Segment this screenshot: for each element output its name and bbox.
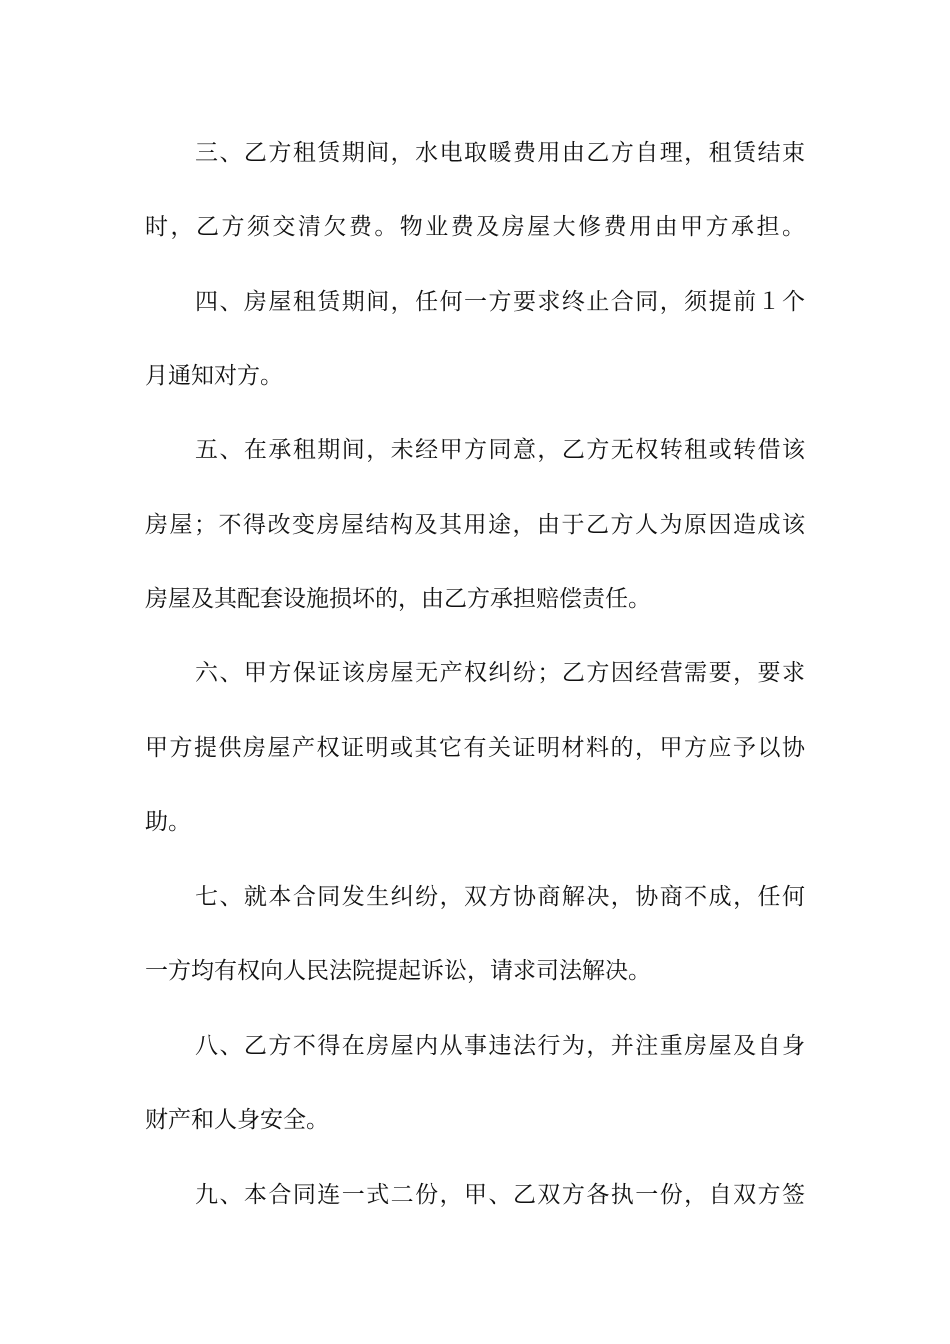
clause-7-line-1: 七、就本合同发生纠纷，双方协商解决，协商不成，任何 <box>195 884 805 910</box>
clause-5-line-3: 房屋及其配套设施损坏的，由乙方承担赔偿责任。 <box>145 586 651 612</box>
clause-8-line-2: 财产和人身安全。 <box>145 1107 329 1133</box>
clause-6-line-2: 甲方提供房屋产权证明或其它有关证明材料的，甲方应予以协 <box>145 735 805 761</box>
clause-8-line-1: 八、乙方不得在房屋内从事违法行为，并注重房屋及自身 <box>195 1033 805 1059</box>
clause-3-line-2: 时，乙方须交清欠费。物业费及房屋大修费用由甲方承担。 <box>145 214 805 240</box>
clause-7-line-2: 一方均有权向人民法院提起诉讼，请求司法解决。 <box>145 958 651 984</box>
clause-4-line-1: 四、房屋租赁期间，任何一方要求终止合同，须提前１个 <box>195 289 805 315</box>
clause-3-line-1: 三、乙方租赁期间，水电取暖费用由乙方自理，租赁结束 <box>195 140 805 166</box>
clause-5-line-2: 房屋；不得改变房屋结构及其用途，由于乙方人为原因造成该 <box>145 512 805 538</box>
clause-9-line-1: 九、本合同连一式二份，甲、乙双方各执一份，自双方签 <box>195 1182 805 1208</box>
clause-4-line-2: 月通知对方。 <box>145 363 283 389</box>
clause-5-line-1: 五、在承租期间，未经甲方同意，乙方无权转租或转借该 <box>195 437 805 463</box>
clause-6-line-1: 六、甲方保证该房屋无产权纠纷；乙方因经营需要，要求 <box>195 660 805 686</box>
clause-6-line-3: 助。 <box>145 809 191 835</box>
